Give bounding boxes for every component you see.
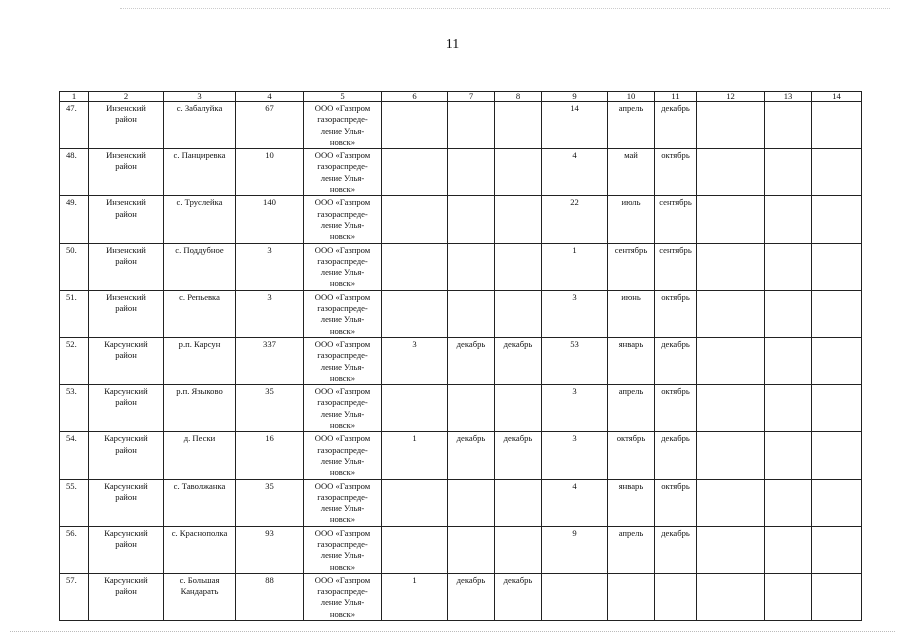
district-cell-line: Инзенский: [106, 103, 146, 113]
header-cell: 8: [495, 92, 542, 102]
row-number: 48.: [60, 149, 89, 196]
organization-cell-line: ление Улья-: [320, 172, 365, 183]
col8-cell: [495, 196, 542, 243]
col6-cell: [382, 102, 448, 149]
col12-cell: [697, 337, 765, 384]
organization-cell-line: ООО «Газпром: [314, 244, 371, 255]
start-month-cell: [608, 573, 655, 620]
district-cell: [89, 385, 164, 432]
col6-cell: [382, 196, 448, 243]
organization-cell-line: новск»: [329, 136, 356, 147]
organization-cell-line: газораспреде-: [317, 255, 368, 266]
settlement-cell-line: Кандарать: [180, 586, 219, 597]
organization-cell-line: ление Улья-: [320, 219, 365, 230]
organization-cell-line: новск»: [329, 325, 356, 336]
organization-cell-line: ООО «Газпром: [314, 197, 371, 208]
settlement-cell-line: с. Краснополка: [171, 527, 228, 538]
organization-cell: [304, 432, 382, 479]
district-cell-line: Карсунский: [104, 433, 148, 444]
col9-cell: [542, 573, 608, 620]
col6-cell: 1: [382, 432, 448, 479]
organization-cell-line: ООО «Газпром: [314, 291, 371, 302]
col7-cell: декабрь: [448, 337, 495, 384]
header-cell: 11: [655, 92, 697, 102]
end-month-cell: декабрь: [655, 432, 697, 479]
organization-cell-line: газораспреде-: [317, 538, 368, 549]
start-month-cell: январь: [608, 479, 655, 526]
col12-cell: [697, 102, 765, 149]
organization-cell-line: новск»: [329, 514, 356, 525]
organization-cell-line: ООО «Газпром: [314, 480, 371, 491]
col7-cell: [448, 243, 495, 290]
district-cell-line: район: [115, 350, 137, 361]
organization-cell-line: ление Улья-: [320, 503, 365, 514]
col7-cell: [448, 102, 495, 149]
organization-cell-line: ООО «Газпром: [314, 386, 371, 397]
table-row: [60, 479, 862, 526]
district-cell: [89, 290, 164, 337]
col13-cell: [765, 526, 812, 573]
header-cell: 14: [812, 92, 862, 102]
col9-cell: 1: [542, 243, 608, 290]
settlement-cell-line: р.п. Карсун: [178, 338, 221, 349]
district-cell: [89, 432, 164, 479]
settlement-cell: [164, 196, 236, 243]
table-row: [60, 573, 862, 620]
settlement-cell-line: р.п. Языково: [176, 386, 223, 397]
col12-cell: [697, 243, 765, 290]
col14-cell: [812, 337, 862, 384]
organization-cell-line: ление Улья-: [320, 550, 365, 561]
district-cell-line: район: [115, 491, 137, 502]
district-cell-line: Карсунский: [104, 338, 148, 349]
district-cell-line: Инзенский: [106, 244, 146, 255]
col8-cell: [495, 385, 542, 432]
organization-cell: [304, 337, 382, 384]
district-cell-line: район: [115, 114, 137, 125]
settlement-cell-line: с. Забалуйка: [176, 103, 223, 113]
start-month-cell: май: [608, 149, 655, 196]
organization-cell-line: газораспреде-: [317, 397, 368, 408]
col12-cell: [697, 290, 765, 337]
col8-cell: [495, 479, 542, 526]
settlement-cell: [164, 243, 236, 290]
col14-cell: [812, 526, 862, 573]
district-cell: [89, 337, 164, 384]
organization-cell-line: новск»: [329, 231, 356, 242]
settlement-cell-line: с. Панциревка: [173, 150, 226, 161]
district-cell-line: Инзенский: [106, 291, 146, 302]
header-cell: 7: [448, 92, 495, 102]
end-month-cell: октябрь: [655, 149, 697, 196]
organization-cell-line: новск»: [329, 561, 356, 572]
scan-artifact-top: [120, 8, 890, 9]
organization-cell-line: новск»: [329, 278, 356, 289]
header-cell: 2: [89, 92, 164, 102]
table-row: [60, 385, 862, 432]
col12-cell: [697, 196, 765, 243]
col7-cell: [448, 479, 495, 526]
organization-cell-line: новск»: [329, 184, 356, 195]
organization-cell-line: газораспреде-: [317, 350, 368, 361]
organization-cell-line: газораспреде-: [317, 114, 368, 125]
col6-cell: [382, 479, 448, 526]
organization-cell-line: ООО «Газпром: [314, 150, 371, 161]
col12-cell: [697, 432, 765, 479]
settlement-cell: [164, 573, 236, 620]
col13-cell: [765, 479, 812, 526]
settlement-cell: [164, 149, 236, 196]
settlement-cell: [164, 385, 236, 432]
col13-cell: [765, 196, 812, 243]
organization-cell-line: ление Улья-: [320, 455, 365, 466]
col7-cell: [448, 526, 495, 573]
row-number: 57.: [60, 573, 89, 620]
table-row: [60, 102, 862, 149]
col14-cell: [812, 432, 862, 479]
end-month-cell: октябрь: [655, 479, 697, 526]
col14-cell: [812, 573, 862, 620]
settlement-cell-line: с. Большая: [179, 574, 220, 585]
col14-cell: [812, 243, 862, 290]
district-cell-line: Инзенский: [106, 150, 146, 161]
organization-cell-line: ление Улья-: [320, 361, 365, 372]
district-cell-line: Карсунский: [104, 480, 148, 491]
organization-cell-line: газораспреде-: [317, 491, 368, 502]
col12-cell: [697, 526, 765, 573]
count-cell: 35: [236, 479, 304, 526]
end-month-cell: октябрь: [655, 385, 697, 432]
row-number: 53.: [60, 385, 89, 432]
page-number: 11: [445, 37, 460, 52]
col6-cell: [382, 385, 448, 432]
organization-cell: [304, 479, 382, 526]
count-cell: 93: [236, 526, 304, 573]
col8-cell: декабрь: [495, 337, 542, 384]
row-number: 54.: [60, 432, 89, 479]
col8-cell: [495, 102, 542, 149]
district-cell-line: Карсунский: [104, 527, 148, 538]
end-month-cell: декабрь: [655, 337, 697, 384]
district-cell-line: район: [115, 444, 137, 455]
settlement-cell: [164, 432, 236, 479]
settlement-cell: [164, 526, 236, 573]
col6-cell: 3: [382, 337, 448, 384]
organization-cell-line: газораспреде-: [317, 208, 368, 219]
col12-cell: [697, 385, 765, 432]
row-number: 50.: [60, 243, 89, 290]
settlement-cell-line: с. Таволжанка: [173, 480, 226, 491]
start-month-cell: июль: [608, 196, 655, 243]
col6-cell: [382, 290, 448, 337]
col7-cell: декабрь: [448, 573, 495, 620]
count-cell: 140: [236, 196, 304, 243]
count-cell: 3: [236, 243, 304, 290]
end-month-cell: октябрь: [655, 290, 697, 337]
district-cell: [89, 243, 164, 290]
table-row: [60, 526, 862, 573]
district-cell-line: район: [115, 255, 137, 266]
organization-cell-line: новск»: [329, 372, 356, 383]
count-cell: 10: [236, 149, 304, 196]
start-month-cell: апрель: [608, 385, 655, 432]
col14-cell: [812, 385, 862, 432]
col8-cell: [495, 149, 542, 196]
col9-cell: 3: [542, 385, 608, 432]
col9-cell: 53: [542, 337, 608, 384]
document-table: [59, 91, 862, 621]
col9-cell: 4: [542, 149, 608, 196]
district-cell-line: район: [115, 208, 137, 219]
settlement-cell: [164, 479, 236, 526]
organization-cell-line: газораспреде-: [317, 586, 368, 597]
col7-cell: [448, 385, 495, 432]
col7-cell: [448, 196, 495, 243]
district-cell-line: Инзенский: [106, 197, 146, 208]
end-month-cell: декабрь: [655, 526, 697, 573]
col9-cell: 3: [542, 290, 608, 337]
end-month-cell: декабрь: [655, 102, 697, 149]
organization-cell-line: ление Улья-: [320, 314, 365, 325]
organization-cell: [304, 196, 382, 243]
col13-cell: [765, 102, 812, 149]
table-row: [60, 196, 862, 243]
district-cell: [89, 573, 164, 620]
scan-artifact-bottom: [10, 631, 895, 632]
settlement-cell: [164, 290, 236, 337]
count-cell: 88: [236, 573, 304, 620]
count-cell: 67: [236, 102, 304, 149]
settlement-cell-line: с. Поддубное: [175, 244, 224, 255]
end-month-cell: [655, 573, 697, 620]
col6-cell: 1: [382, 573, 448, 620]
start-month-cell: январь: [608, 337, 655, 384]
table-row: [60, 337, 862, 384]
col13-cell: [765, 149, 812, 196]
organization-cell: [304, 290, 382, 337]
start-month-cell: сентябрь: [608, 243, 655, 290]
col9-cell: 3: [542, 432, 608, 479]
table-row: [60, 290, 862, 337]
table-row: [60, 432, 862, 479]
organization-cell-line: газораспреде-: [317, 303, 368, 314]
col14-cell: [812, 149, 862, 196]
count-cell: 3: [236, 290, 304, 337]
organization-cell-line: ление Улья-: [320, 267, 365, 278]
col13-cell: [765, 573, 812, 620]
col14-cell: [812, 479, 862, 526]
col9-cell: 22: [542, 196, 608, 243]
col7-cell: декабрь: [448, 432, 495, 479]
district-cell: [89, 479, 164, 526]
header-cell: 10: [608, 92, 655, 102]
organization-cell-line: ление Улья-: [320, 125, 365, 136]
settlement-cell-line: с. Труслейка: [176, 197, 223, 208]
organization-cell-line: новск»: [329, 420, 356, 431]
organization-cell: [304, 573, 382, 620]
table-row: [60, 149, 862, 196]
start-month-cell: октябрь: [608, 432, 655, 479]
col6-cell: [382, 526, 448, 573]
col7-cell: [448, 149, 495, 196]
end-month-cell: сентябрь: [655, 243, 697, 290]
district-cell: [89, 102, 164, 149]
col13-cell: [765, 243, 812, 290]
row-number: 47.: [60, 102, 89, 149]
end-month-cell: сентябрь: [655, 196, 697, 243]
col8-cell: [495, 290, 542, 337]
settlement-cell: [164, 102, 236, 149]
district-cell-line: район: [115, 538, 137, 549]
settlement-cell: [164, 337, 236, 384]
col12-cell: [697, 479, 765, 526]
col14-cell: [812, 196, 862, 243]
district-cell-line: район: [115, 397, 137, 408]
organization-cell-line: новск»: [329, 467, 356, 478]
row-number: 55.: [60, 479, 89, 526]
row-number: 56.: [60, 526, 89, 573]
col13-cell: [765, 432, 812, 479]
organization-cell: [304, 526, 382, 573]
col6-cell: [382, 243, 448, 290]
header-cell: 1: [60, 92, 89, 102]
row-number: 49.: [60, 196, 89, 243]
settlement-cell-line: с. Репьевка: [179, 291, 220, 302]
organization-cell: [304, 385, 382, 432]
organization-cell-line: ление Улья-: [320, 597, 365, 608]
organization-cell-line: ООО «Газпром: [314, 574, 371, 585]
organization-cell-line: ООО «Газпром: [314, 338, 371, 349]
header-cell: 9: [542, 92, 608, 102]
col13-cell: [765, 385, 812, 432]
header-cell: 13: [765, 92, 812, 102]
col9-cell: 14: [542, 102, 608, 149]
organization-cell-line: ООО «Газпром: [314, 527, 371, 538]
col8-cell: [495, 526, 542, 573]
table-row: [60, 243, 862, 290]
col14-cell: [812, 102, 862, 149]
header-cell: 5: [304, 92, 382, 102]
start-month-cell: апрель: [608, 102, 655, 149]
organization-cell-line: газораспреде-: [317, 161, 368, 172]
header-cell: 3: [164, 92, 236, 102]
district-cell-line: Карсунский: [104, 574, 148, 585]
col9-cell: 4: [542, 479, 608, 526]
district-cell: [89, 196, 164, 243]
col6-cell: [382, 149, 448, 196]
col9-cell: 9: [542, 526, 608, 573]
district-cell: [89, 526, 164, 573]
header-row: [60, 92, 862, 102]
col8-cell: декабрь: [495, 432, 542, 479]
header-cell: 4: [236, 92, 304, 102]
organization-cell: [304, 149, 382, 196]
col8-cell: [495, 243, 542, 290]
row-number: 51.: [60, 290, 89, 337]
district-cell: [89, 149, 164, 196]
col13-cell: [765, 290, 812, 337]
organization-cell-line: ООО «Газпром: [314, 103, 371, 113]
district-cell-line: район: [115, 303, 137, 314]
district-cell-line: район: [115, 586, 137, 597]
col14-cell: [812, 290, 862, 337]
organization-cell-line: ООО «Газпром: [314, 433, 371, 444]
count-cell: 35: [236, 385, 304, 432]
row-number: 52.: [60, 337, 89, 384]
start-month-cell: июнь: [608, 290, 655, 337]
start-month-cell: апрель: [608, 526, 655, 573]
organization-cell-line: ление Улья-: [320, 408, 365, 419]
col8-cell: декабрь: [495, 573, 542, 620]
header-cell: 6: [382, 92, 448, 102]
count-cell: 337: [236, 337, 304, 384]
organization-cell-line: новск»: [329, 608, 356, 619]
count-cell: 16: [236, 432, 304, 479]
col13-cell: [765, 337, 812, 384]
col12-cell: [697, 573, 765, 620]
organization-cell-line: газораспреде-: [317, 444, 368, 455]
col12-cell: [697, 149, 765, 196]
col7-cell: [448, 290, 495, 337]
organization-cell: [304, 102, 382, 149]
district-cell-line: Карсунский: [104, 386, 148, 397]
organization-cell: [304, 243, 382, 290]
header-cell: 12: [697, 92, 765, 102]
settlement-cell-line: д. Пески: [183, 433, 216, 444]
district-cell-line: район: [115, 161, 137, 172]
